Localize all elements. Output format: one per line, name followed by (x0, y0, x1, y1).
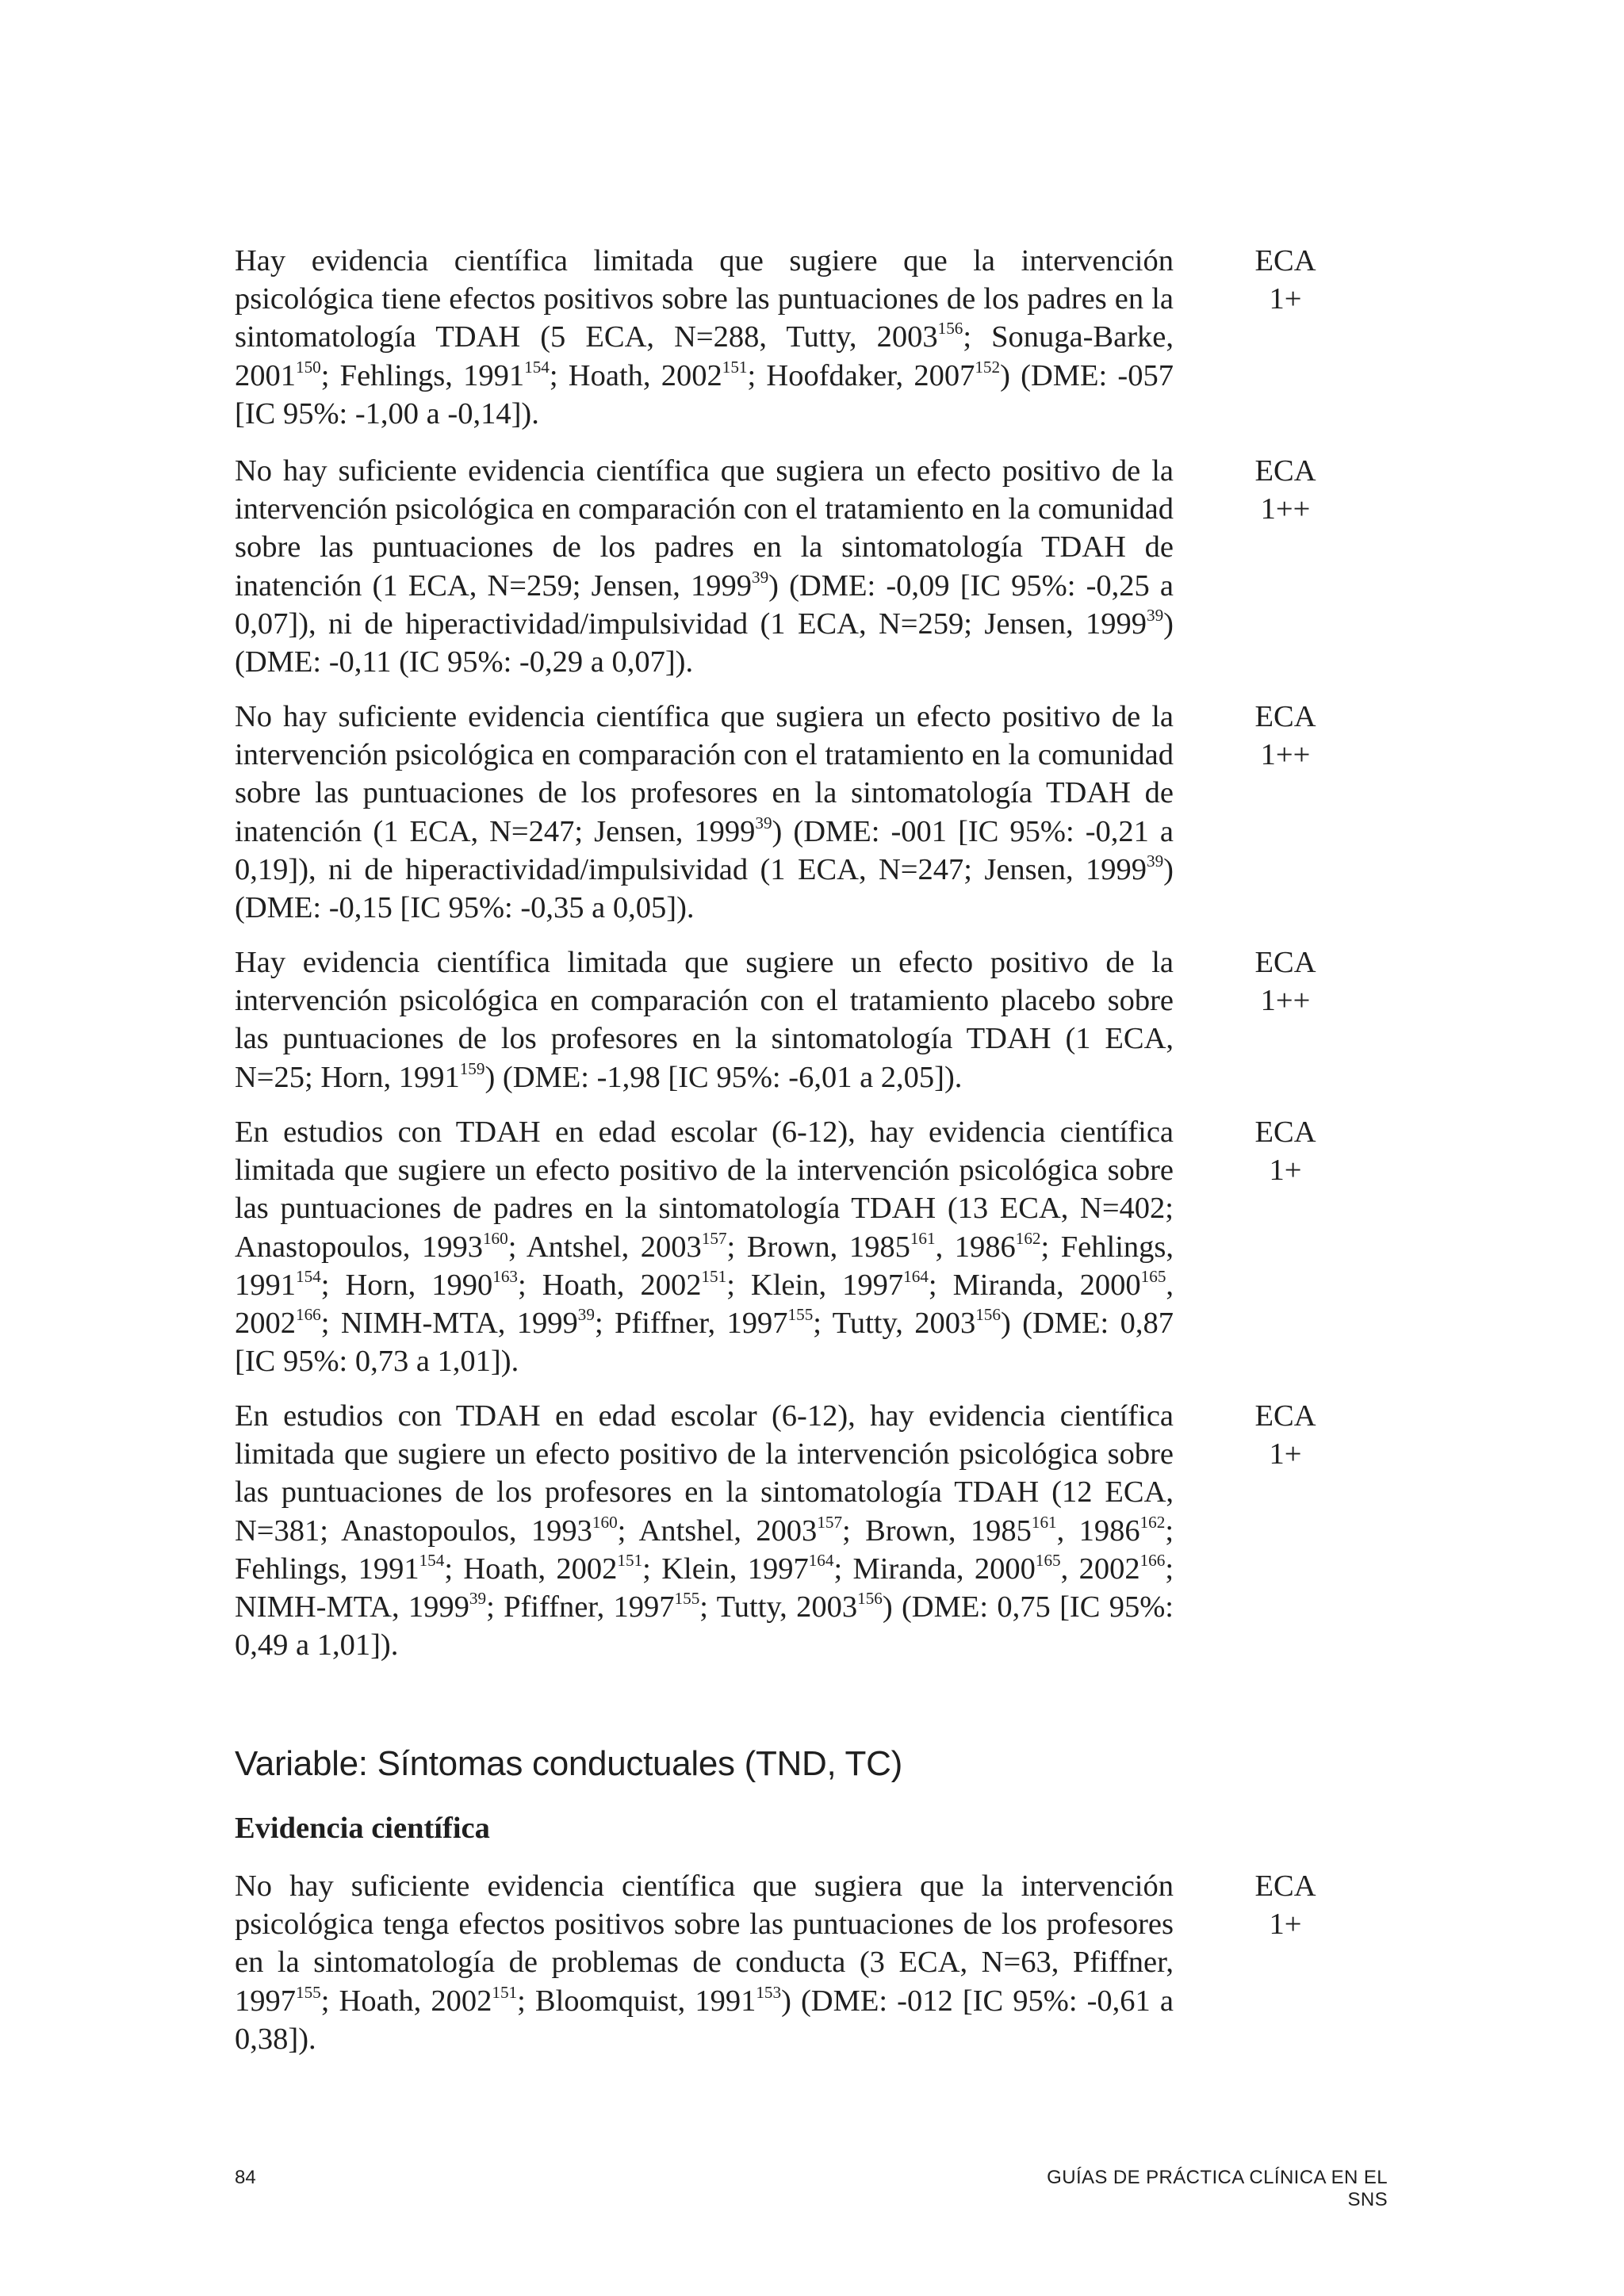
paragraph-text: ; Fehlings, 1991 (320, 358, 525, 392)
paragraph-text: En estudios con TDAH en edad escolar (6-12), hay evidencia científica limitada que sugiere un efecto positivo de la intervención psicológica sobre las puntuaciones de los profesores en la sintomatología TDAH (12 ECA, N=381; Anastopoulos, 1993 (235, 1399, 1174, 1548)
evidence-level-badge (1221, 698, 1350, 774)
citation-reference: 155 (674, 1589, 700, 1609)
paragraph-text: ; Horn, 1990 (320, 1268, 493, 1302)
citation-reference: 39 (577, 1305, 595, 1325)
citation-reference: 154 (524, 357, 550, 377)
evidence-block-7 (235, 1867, 1174, 2058)
evidence-level-badge (1221, 242, 1350, 318)
evidence-level-badge (1221, 1867, 1350, 1943)
paragraph-text: ) (DME: -001 [IC 95%: -0,21 a 0,19]), ni de hiperactividad/impulsividad (1 ECA, N=247; Jensen, 1999 (235, 814, 1174, 886)
evidence-level-badge (1221, 1113, 1350, 1189)
evidence-level-type: ECA (1254, 946, 1316, 979)
citation-reference: 153 (756, 1982, 782, 2002)
citation-reference: 160 (592, 1512, 618, 1532)
paragraph-text: ) (DME: 0,75 [IC 95%: 0,49 a 1,01]). (235, 1590, 1174, 1663)
evidence-block-4 (235, 943, 1174, 1096)
paragraph-text: ; Hoofdaker, 2007 (747, 358, 975, 392)
paragraph-text: ; Brown, 1985 (726, 1230, 910, 1264)
evidence-level-badge (1221, 452, 1350, 528)
evidence-level-type: ECA (1254, 244, 1316, 277)
paragraph-text: , 1986 (935, 1230, 1016, 1264)
citation-reference: 155 (787, 1305, 814, 1325)
citation-reference: 162 (1015, 1228, 1041, 1248)
paragraph-text: ) (DME: -1,98 [IC 95%: -6,01 a 2,05]). (485, 1060, 963, 1094)
evidence-level-badge (1221, 1397, 1350, 1473)
paragraph-text: ; Hoath, 2002 (320, 1984, 492, 2018)
paragraph-text: ; Tutty, 2003 (813, 1307, 976, 1341)
citation-reference: 154 (296, 1266, 321, 1286)
evidence-level-type: ECA (1254, 1869, 1316, 1903)
citation-reference: 166 (1139, 1550, 1166, 1570)
citation-reference: 151 (701, 1266, 727, 1286)
paragraph-text: , 2002 (1060, 1552, 1140, 1586)
paragraph-text: ; NIMH-MTA, 1999 (320, 1307, 578, 1341)
citation-reference: 157 (817, 1512, 843, 1532)
evidence-level-grade: 1++ (1260, 738, 1311, 772)
citation-reference: 151 (617, 1550, 643, 1570)
citation-reference: 157 (701, 1228, 727, 1248)
page-number: 84 (235, 2167, 256, 2188)
citation-reference: 39 (1147, 605, 1164, 625)
evidence-level-type: ECA (1254, 1399, 1316, 1433)
series-title: GUÍAS DE PRÁCTICA CLÍNICA EN EL SNS (1047, 2167, 1388, 2210)
citation-reference: 161 (1031, 1512, 1057, 1532)
evidence-block-5 (235, 1113, 1174, 1380)
section-subheading: Evidencia científica (235, 1812, 490, 1845)
citation-reference: 161 (910, 1228, 936, 1248)
paragraph-text: ) (DME: -0,11 (IC 95%: -0,29 a 0,07]). (235, 607, 1174, 679)
paragraph-text: ) (DME: -0,15 [IC 95%: -0,35 a 0,05]). (235, 852, 1174, 925)
paragraph-text: Hay evidencia científica limitada que sugiere que la intervención psicológica tiene efectos positivos sobre las puntuaciones de los padres en la sintomatología TDAH (5 ECA, N=288, Tutty, 2003 (235, 244, 1174, 354)
paragraph-text: No hay suficiente evidencia científica que sugiera un efecto positivo de la intervención psicológica en comparación con el tratamiento en la comunidad sobre las puntuaciones de los profesores en la sintomatología TDAH de inatención (1 ECA, N=247; Jensen, 1999 (235, 700, 1174, 848)
evidence-block-6 (235, 1397, 1174, 1664)
evidence-paragraph (235, 1113, 1174, 1380)
citation-reference: 156 (857, 1589, 883, 1609)
evidence-level-type: ECA (1254, 454, 1316, 488)
evidence-level-grade: 1+ (1269, 1908, 1302, 1942)
citation-reference: 165 (1035, 1550, 1061, 1570)
paragraph-text: ; Pfiffner, 1997 (594, 1307, 788, 1341)
citation-reference: 39 (469, 1589, 487, 1609)
evidence-block-1 (235, 242, 1174, 433)
evidence-level-badge (1221, 943, 1350, 1020)
paragraph-text: ; Miranda, 2000 (928, 1268, 1141, 1302)
citation-reference: 155 (296, 1982, 321, 2002)
evidence-block-2 (235, 452, 1174, 681)
paragraph-text: ; Miranda, 2000 (833, 1552, 1036, 1586)
paragraph-text: ; Hoath, 2002 (444, 1552, 618, 1586)
section-heading: Variable: Síntomas conductuales (TND, TC) (235, 1744, 902, 1783)
paragraph-text: ; Brown, 1985 (842, 1513, 1032, 1548)
paragraph-text: , 2002 (235, 1268, 1174, 1341)
citation-reference: 159 (459, 1058, 485, 1078)
citation-reference: 163 (492, 1266, 518, 1286)
evidence-level-grade: 1++ (1260, 984, 1311, 1018)
paragraph-text: No hay suficiente evidencia científica que sugiera que la intervención psicológica tenga efectos positivos sobre las puntuaciones de los profesores en la sintomatología de problemas de conducta (3 ECA, N=63, Pfiffner, 1997 (235, 1869, 1174, 2018)
paragraph-text: En estudios con TDAH en edad escolar (6-12), hay evidencia científica limitada que sugiere un efecto positivo de la intervención psicológica sobre las puntuaciones de padres en la sintomatología TDAH (13 ECA, N=402; Anastopoulos, 1993 (235, 1115, 1174, 1264)
evidence-paragraph (235, 698, 1174, 927)
citation-reference: 165 (1140, 1266, 1166, 1286)
paragraph-text: ; Bloomquist, 1991 (517, 1984, 756, 2018)
evidence-level-grade: 1+ (1269, 1154, 1302, 1188)
evidence-paragraph (235, 1397, 1174, 1664)
citation-reference: 154 (419, 1550, 445, 1570)
evidence-level-grade: 1+ (1269, 282, 1302, 316)
citation-reference: 151 (492, 1982, 518, 2002)
paragraph-text: ; Fehlings, 1991 (235, 1230, 1174, 1302)
citation-reference: 160 (482, 1228, 508, 1248)
paragraph-text: , 1986 (1056, 1513, 1140, 1548)
evidence-paragraph (235, 943, 1174, 1096)
citation-reference: 164 (903, 1266, 929, 1286)
paragraph-text: ; Antshel, 2003 (617, 1513, 818, 1548)
paragraph-text: ; Klein, 1997 (726, 1268, 904, 1302)
evidence-paragraph (235, 242, 1174, 433)
citation-reference: 156 (937, 319, 963, 339)
paragraph-text: ; Sonuga-Barke, 2001 (235, 320, 1174, 392)
citation-reference: 156 (975, 1305, 1001, 1325)
evidence-level-grade: 1+ (1269, 1437, 1302, 1471)
citation-reference: 166 (296, 1305, 321, 1325)
paragraph-text: ; Fehlings, 1991 (235, 1513, 1174, 1586)
evidence-paragraph (235, 452, 1174, 681)
citation-reference: 39 (1147, 851, 1164, 871)
citation-reference: 39 (752, 567, 769, 587)
evidence-level-type: ECA (1254, 1115, 1316, 1149)
evidence-block-3 (235, 698, 1174, 927)
paragraph-text: Hay evidencia científica limitada que sugiere un efecto positivo de la intervención psicológica en comparación con el tratamiento placebo sobre las puntuaciones de los profesores en la sintomatología TDAH (1 ECA, N=25; Horn, 1991 (235, 946, 1174, 1094)
paragraph-text: ; Hoath, 2002 (549, 358, 722, 392)
paragraph-text: ) (DME: 0,87 [IC 95%: 0,73 a 1,01]). (235, 1307, 1174, 1379)
paragraph-text: ; Klein, 1997 (642, 1552, 809, 1586)
paragraph-text: No hay suficiente evidencia científica que sugiera un efecto positivo de la intervención psicológica en comparación con el tratamiento en la comunidad sobre las puntuaciones de los padres en la sintomatología TDAH de inatención (1 ECA, N=259; Jensen, 1999 (235, 454, 1174, 603)
citation-reference: 164 (808, 1550, 834, 1570)
paragraph-text: ; NIMH-MTA, 1999 (235, 1552, 1174, 1624)
citation-reference: 162 (1139, 1512, 1166, 1532)
paragraph-text: ) (DME: -0,09 [IC 95%: -0,25 a 0,07]), ni de hiperactividad/impulsividad (1 ECA, N=259; Jensen, 1999 (235, 568, 1174, 641)
evidence-level-grade: 1++ (1260, 492, 1311, 526)
citation-reference: 152 (975, 357, 1001, 377)
evidence-paragraph (235, 1867, 1174, 2058)
citation-reference: 150 (296, 357, 321, 377)
evidence-level-type: ECA (1254, 700, 1316, 733)
paragraph-text: ; Antshel, 2003 (508, 1230, 702, 1264)
paragraph-text: ) (DME: -057 [IC 95%: -1,00 a -0,14]). (235, 358, 1174, 430)
paragraph-text: ; Hoath, 2002 (517, 1268, 702, 1302)
citation-reference: 151 (722, 357, 748, 377)
citation-reference: 39 (755, 813, 772, 832)
paragraph-text: ; Tutty, 2003 (699, 1590, 858, 1624)
paragraph-text: ; Pfiffner, 1997 (486, 1590, 675, 1624)
paragraph-text: ) (DME: -012 [IC 95%: -0,61 a 0,38]). (235, 1984, 1174, 2056)
